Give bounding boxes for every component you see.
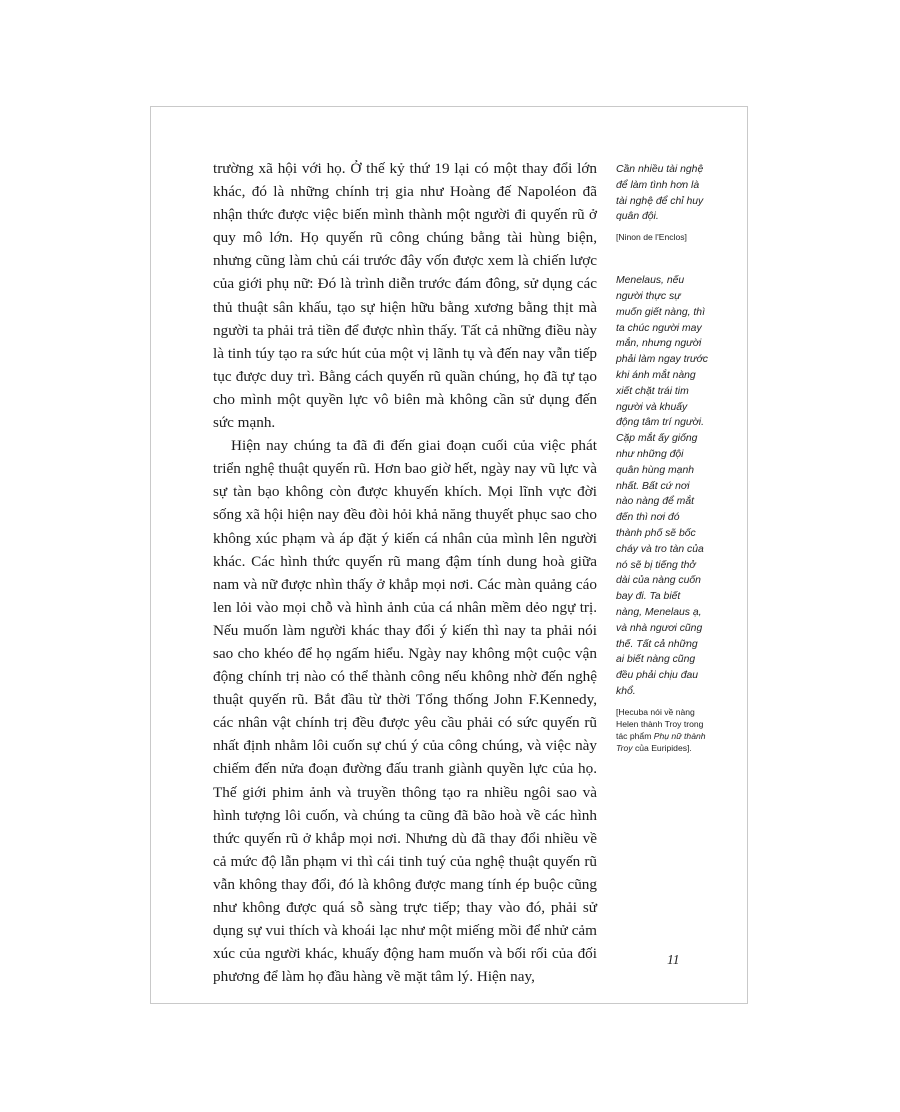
- quote-text: Cần nhiều tài nghệ để làm tình hơn là tài nghệ để chỉ huy quân đội.: [616, 164, 704, 223]
- quote-block-ninon: [616, 162, 708, 243]
- source-work-title: Phụ nữ thành Troy: [616, 730, 706, 753]
- quote-block-hecuba: [616, 273, 708, 754]
- paragraph-1: trường xã hội với họ. Ở thế kỷ thứ 19 lại có một thay đổi lớn khác, đó là những chính trị gia như Hoàng đế Napoléon đã nhận thức được việc biến mình thành một người đi quyến rũ ở quy mô lớn. Họ quyến rũ công chúng bằng tài hùng biện, nhưng cũng làm chủ cái trước đây vốn được xem là chiến lược của giới phụ nữ: Đó là trình diễn trước đám đông, sử dụng các thủ thuật sân khấu, tạo sự hiện hữu bằng xương bằng thịt mà người ta phải trả tiền để được nhìn thấy. Tất cả những điều này là tinh túy tạo ra sức hút của một vị lãnh tụ và đến nay vẫn tiếp tục được duy trì. Bằng cách quyến rũ quần chúng, họ đã tự tạo cho mình một quyền lực vô biên mà không cần sử dụng đến sức mạnh.: [213, 160, 597, 432]
- quote-source: [Ninon de l'Enclos]: [616, 232, 687, 243]
- quote-source: [616, 706, 708, 754]
- main-text-column: [213, 157, 597, 988]
- quote-text: Menelaus, nếu người thực sự muốn giết nàng, thì ta chúc người may mắn, nhưng người phải làm ngay trước khi ánh mắt nàng xiết chặt trái tim người và khuấy động tâm trí người. Cặp mắt ấy giống như những đội quân hùng mạnh nhất. Bất cứ nơi nào nàng để mắt đến thì nơi đó thành phố sẽ bốc cháy và tro tàn của nó sẽ bị tiếng thở dài của nàng cuốn bay đi. Ta biết nàng, Menelaus ạ, và nhà ngươi cũng thế. Tất cả những ai biết nàng cũng đều phải chịu đau khổ.: [616, 275, 708, 697]
- paragraph-2: Hiện nay chúng ta đã đi đến giai đoạn cuối của việc phát triển nghệ thuật quyến rũ. Hơn bao giờ hết, ngày nay vũ lực và sự tàn bạo không còn được khuyến khích. Mọi lĩnh vực đời sống xã hội hiện nay đều đòi hỏi khả năng thuyết phục sao cho không xúc phạm và áp đặt ý kiến cá nhân của mình lên người khác. Các hình thức quyến rũ mang đậm tính dung hoà giữa nam và nữ được nhìn thấy ở khắp mọi nơi. Các màn quảng cáo len lỏi vào mọi chỗ và hình ảnh của cá nhân mềm dẻo ngự trị. Nếu muốn làm người khác thay đổi ý kiến thì nay ta phải nói sao cho khéo để họ ngấm hiểu. Ngày nay không một cuộc vận động chính trị nào có thể thành công nếu không nhờ đến nghệ thuật quyến rũ. Bắt đầu từ thời Tổng thống John F.Kennedy, các nhân vật chính trị đều được yêu cầu phải có sức quyến rũ nhất định nhằm lôi cuốn sự chú ý của công chúng, và việc này chiếm đến nửa đoạn đường đấu tranh giành quyền lực của họ. Thế giới phim ảnh và truyền thông tạo ra nhiều ngôi sao và hình tượng lôi cuốn, và chúng ta cũng đã bão hoà về các hình thức quyến rũ ở khắp mọi nơi. Nhưng dù đã thay đổi nhiều về cả mức độ lẫn phạm vi thì cái tinh tuý của nghệ thuật quyến rũ vẫn không thay đổi, đó là không được mang tính ép buộc cũng như không được quá sỗ sàng trực tiếp; thay vào đó, phải sử dụng sự vui thích và khoái lạc như một miếng mồi để nhử cảm xúc của người khác, khuấy động ham muốn và bối rối của đối phương để làm họ đầu hàng về mặt tâm lý. Hiện nay,: [213, 437, 597, 986]
- sidebar-quotes: [616, 162, 708, 754]
- book-page: [150, 106, 748, 1004]
- source-suffix: của Euripides].: [632, 742, 692, 753]
- source-prefix: [Hecuba nói về nàng Helen thành Troy trong tác phẩm: [616, 706, 704, 741]
- page-number: 11: [667, 952, 680, 967]
